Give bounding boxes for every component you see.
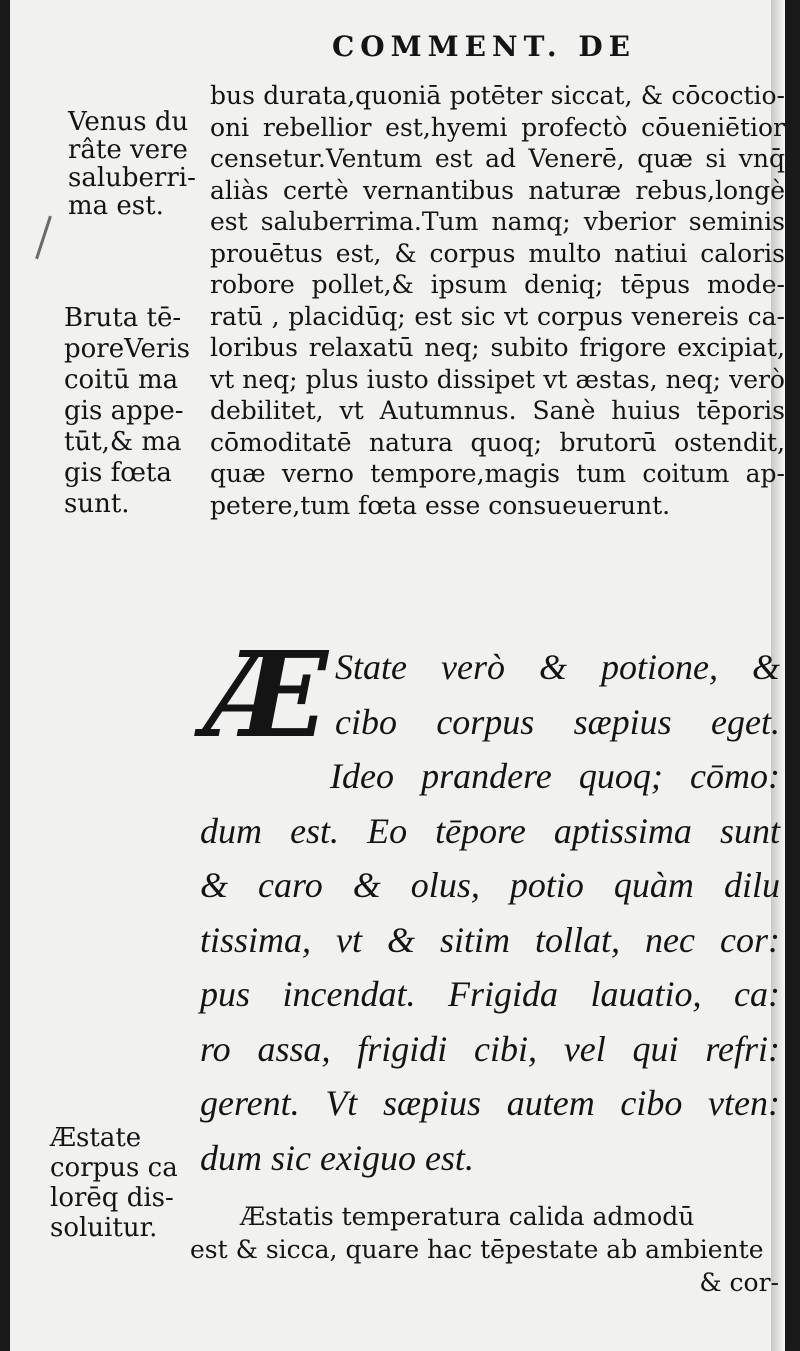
book-page [10, 0, 785, 1351]
text-line: debilitet, vt Autumnus. Sanè huius tēporis [210, 396, 785, 425]
text-line: prouētus est, & corpus multo natiui caloris [210, 238, 785, 268]
running-header: COMMENT. DE [332, 30, 636, 63]
margin-note-aestate: Æstate corpus ca lorēq dis- soluitur. [50, 1123, 178, 1243]
catchword: & cor- [699, 1268, 779, 1297]
text-line: est saluberrima.Tum namq; vberior seminis [210, 207, 785, 236]
text-line: vt neq; plus iusto dissipet vt æstas, neq; verò [210, 364, 785, 394]
text-line: robore pollet,& ipsum deniq; tēpus mode- [210, 270, 785, 299]
text-line: Æstatis temperatura calida admodū [240, 1202, 695, 1231]
margin-note-bruta: Bruta tē- poreVeris coitū ma gis appe- tūt,& ma gis fœta sunt. [64, 303, 190, 519]
text-line: petere,tum fœta esse consueuerunt. [210, 490, 671, 520]
text-line: tissima, vt & sitim tollat, nec cor: [200, 919, 780, 960]
text-line: Ideo prandere quoq; cōmo: [330, 756, 780, 796]
text-line: State verò & potione, & [335, 647, 780, 687]
italic-text-block [200, 625, 780, 1185]
text-line: cōmoditatē natura quoq; brutorū ostendit, [210, 427, 785, 457]
text-line: loribus relaxatū neq; subito frigore excipiat, [210, 333, 785, 362]
text-line: aliàs certè vernantibus naturæ rebus,longè [210, 175, 785, 205]
drop-cap: Æ [206, 625, 329, 764]
text-line: & caro & olus, potio quàm dilu [200, 865, 780, 905]
tail-text-block [190, 1200, 785, 1299]
margin-note-venus: Venus du râte vere saluberri- ma est. [68, 107, 196, 221]
text-line: dum est. Eo tēpore aptissima sunt [200, 810, 780, 851]
text-line: bus durata,quoniā potēter siccat, & cōcoctio- [210, 81, 785, 110]
margin-pen-stroke [35, 216, 52, 260]
text-line: pus incendat. Frigida lauatio, ca: [200, 974, 780, 1014]
text-line: est & sicca, quare hac tēpestate ab ambiente [190, 1235, 764, 1264]
text-line: quæ verno tempore,magis tum coitum ap- [210, 459, 785, 488]
text-line: censetur.Ventum est ad Venerē, quæ si vnq̄ [210, 144, 785, 173]
text-line: ro assa, frigidi cibi, vel qui refri: [200, 1028, 780, 1069]
text-line: dum sic exiguo est. [200, 1137, 474, 1178]
roman-text-block [210, 80, 785, 521]
text-line: oni rebellior est,hyemi profectò cōueniētior [210, 112, 785, 142]
text-line: ratū , placidūq; est sic vt corpus venereis ca- [210, 301, 785, 331]
text-line: gerent. Vt sæpius autem cibo vten: [200, 1083, 780, 1123]
text-line: cibo corpus sæpius eget. [335, 701, 780, 742]
